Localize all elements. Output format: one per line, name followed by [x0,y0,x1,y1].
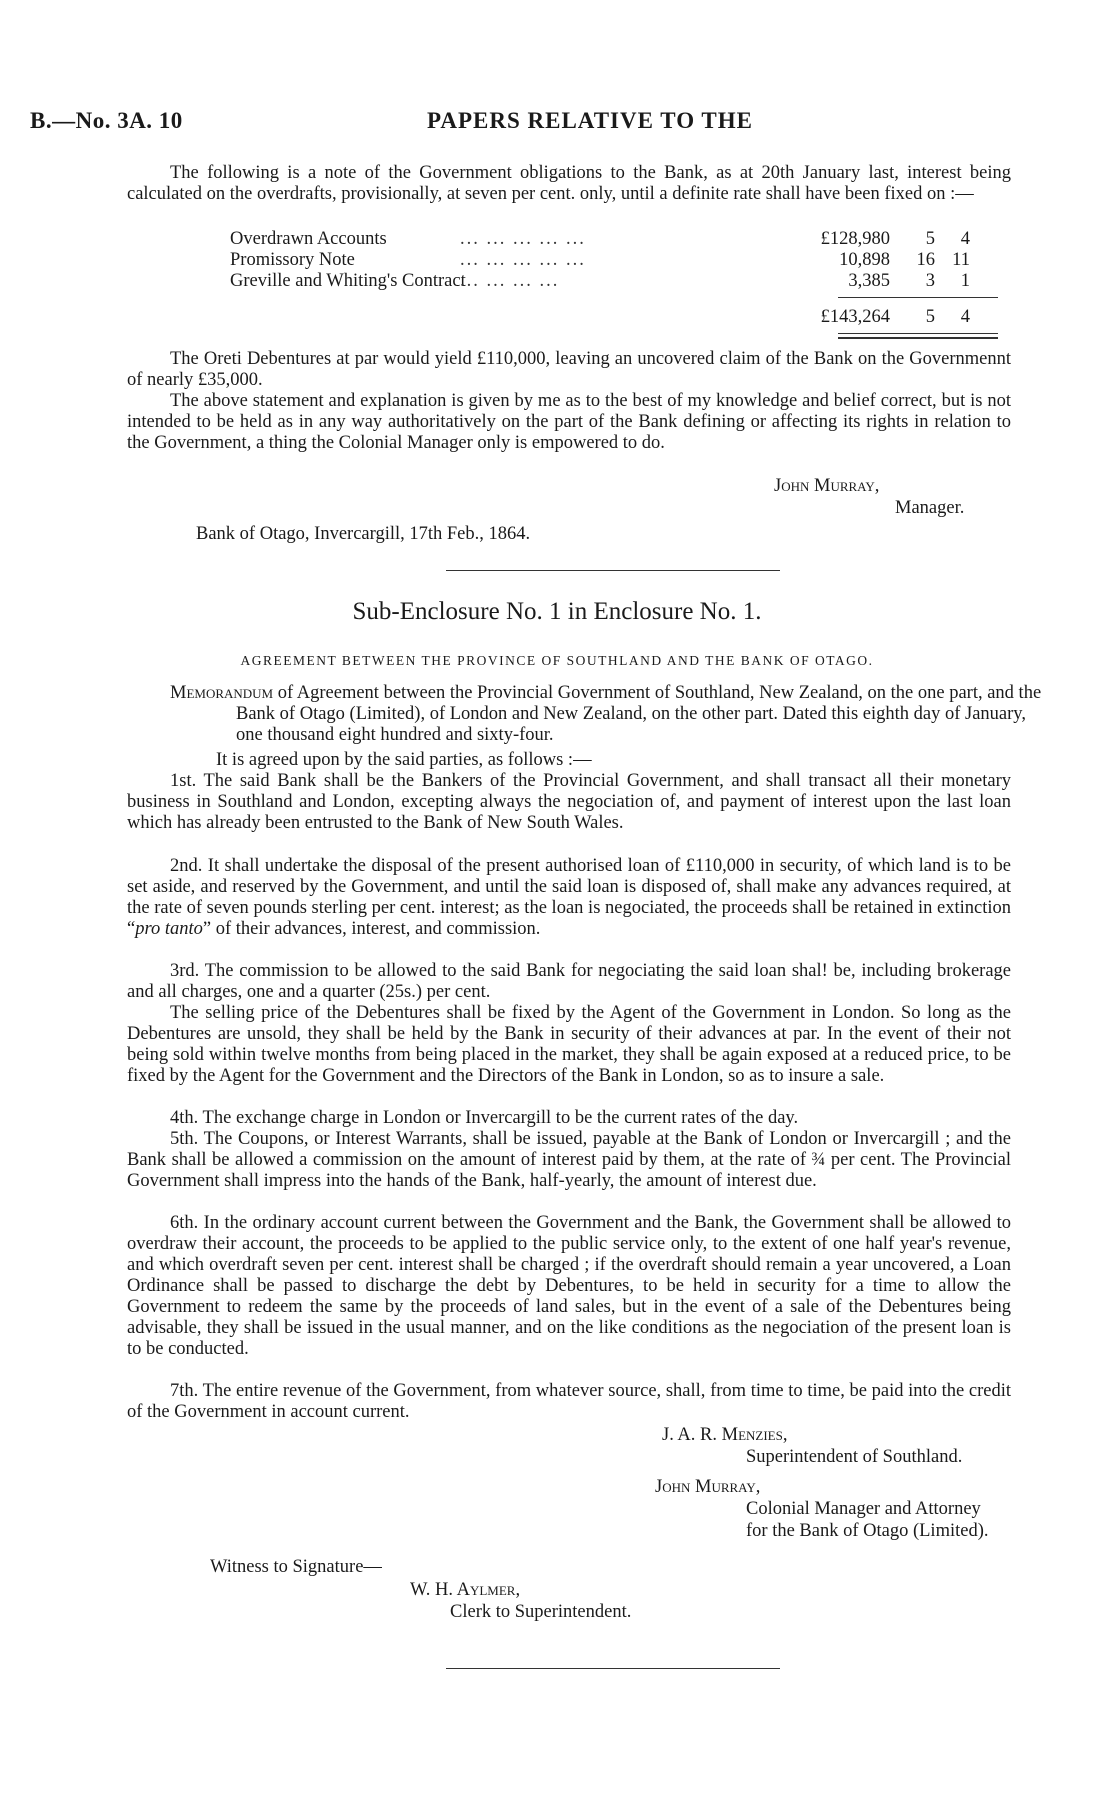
agreed-line: It is agreed upon by the said parties, as follows :— [216,750,592,770]
total-rule-upper [838,333,998,334]
statement-text: The above statement and explanation is given by me as to the best of my knowledge and belief correct, but is not intended to be held as in any way authoritatively on the part of the Bank defining or affecting its rights in relation to the Government, a thing the Colonial Manager only is empowered to do. [127,391,1011,453]
agreement-title: AGREEMENT BETWEEN THE PROVINCE OF SOUTHLAND AND THE BANK OF OTAGO. [240,653,874,668]
signature-title: for the Bank of Otago (Limited). [746,1521,989,1541]
clause-second-italic: pro tanto [135,919,203,939]
clause-selling-price-text: The selling price of the Debentures shall be fixed by the Agent of the Government in London. So long as the Debentures are unsold, they shall be held by the Bank in security of their advances at par. In the event of their not being sold within twelve months from being placed in the market, they shall be again exposed at a reduced price, to be fixed by the Agent for the Government and the Directors of the Bank in London, so as to insure a sale. [127,1003,1011,1086]
memorandum-lead: Memorandum [170,683,274,703]
clause-sixth-text: 6th. In the ordinary account current between the Government and the Bank, the Government shall be allowed to overdraw their account, the proceeds to be applied to the public service only, to the extent of one half year's revenue, and which overdraft seven per cent. interest shall be charged ; if the overdraft should remain a year uncovered, a Loan Ordinance shall be passed to discharge the debt by Debentures, to be held in security for a time to allow the Government to redeem the same by the proceeds of land sales, but in the event of a sale of the Debentures being advisable, they shall be issued in the usual manner, and on the like conditions as the negociation of the present loan is to be conducted. [127,1213,1011,1359]
page-title: PAPERS RELATIVE TO THE [427,108,753,133]
signature-title: Superintendent of Southland. [746,1447,963,1467]
obligation-shillings: 3 [925,271,935,291]
clause-selling-price [127,1003,1011,1087]
total-rule-lower [838,337,998,339]
clause-first-text: 1st. The said Bank shall be the Bankers of the Provincial Government, and shall transact all their monetary business in Southland and London, excepting always the negociation of, and payment of interest upon the last loan which has already been entrusted to the Bank of New South Wales. [127,771,1011,833]
sum-rule [838,297,998,298]
clause-seventh [127,1381,1011,1423]
witness-label: Witness to Signature— [210,1557,382,1577]
signature-name: John Murray, [774,476,880,496]
obligation-label: Promissory Note [230,250,355,270]
intro-paragraph [127,163,1011,205]
obligation-shillings: 5 [925,229,935,249]
clause-fourth [127,1108,1011,1129]
clause-second [127,856,1011,940]
signature-name: J. A. R. Menzies, [662,1425,788,1445]
clause-fourth-text: 4th. The exchange charge in London or Invercargill to be the current rates of the day. [170,1108,799,1128]
total-shillings: 5 [925,307,935,327]
page-reference: B.—No. 3A. 10 [30,108,183,133]
intro-text: The following is a note of the Government obligations to the Bank, as at 20th January last, interest being calculated on the overdrafts, provisionally, at seven per cent. only, until a definite rate shall have been fixed on :— [127,163,1011,204]
oreti-paragraph [127,349,1011,391]
clause-third [127,961,1011,1003]
obligation-pounds: 3,385 [848,271,890,291]
total-pounds: £143,264 [820,307,890,327]
signature-name: John Murray, [655,1477,761,1497]
total-pence: 4 [960,307,970,327]
obligation-shillings: 16 [916,250,935,270]
clause-second-tail: ” of their advances, interest, and commission. [202,919,541,939]
memorandum-paragraph [170,683,1056,746]
clause-seventh-text: 7th. The entire revenue of the Government, from whatever source, shall, from time to time, be paid into the credit of the Government in account current. [127,1381,1011,1422]
place-date: Bank of Otago, Invercargill, 17th Feb., 1864. [196,524,531,544]
obligation-pence: 4 [960,229,970,249]
clause-third-text: 3rd. The commission to be allowed to the said Bank for negociating the said loan shal! be, including brokerage and all charges, one and a quarter (25s.) per cent. [127,961,1011,1002]
clause-second-text: 2nd. It shall undertake the disposal of the present authorised loan of £110,000 in security, of which land is to be set aside, and reserved by the Government, and until the said loan is disposed of, shall make any advances required, at the rate of seven pounds sterling per cent. interest; as the loan is negociated, the proceeds shall be retained in extinction “ [127,856,1011,939]
witness-name: W. H. Aylmer, [410,1580,521,1600]
memorandum-text: of Agreement between the Provincial Government of Southland, New Zealand, on the one part, and the Bank of Otago (Limited), of London and New Zealand, on the other part. Dated this eighth day of January, one thousand eight hundred and sixty-four. [236,683,1042,745]
witness-title: Clerk to Superintendent. [450,1602,632,1622]
sub-enclosure-heading: Sub-Enclosure No. 1 in Enclosure No. 1. [352,598,762,625]
obligation-pence: 11 [952,250,970,270]
clause-fifth-text: 5th. The Coupons, or Interest Warrants, shall be issued, payable at the Bank of London or Invercargill ; and the Bank shall be allowed a commission on the amount of interest paid by them, at the rate of ¾ per cent. The Provincial Government shall impress into the hands of the Bank, half-yearly, the amount of interest due. [127,1129,1011,1191]
signature-title: Colonial Manager and Attorney [746,1499,981,1519]
statement-paragraph [127,391,1011,454]
section-divider [446,1668,780,1669]
obligation-pounds: £128,980 [820,229,890,249]
leader-dots: ... ... ... ... [460,271,560,291]
obligation-pence: 1 [960,271,970,291]
leader-dots: ... ... ... ... ... [460,229,586,249]
clause-first [127,771,1011,834]
obligation-label: Overdrawn Accounts [230,229,387,249]
leader-dots: ... ... ... ... ... [460,250,586,270]
obligation-pounds: 10,898 [839,250,890,270]
section-divider [446,570,780,571]
oreti-text: The Oreti Debentures at par would yield £110,000, leaving an uncovered claim of the Bank on the Governmennt of nearly £35,000. [127,349,1011,390]
signature-title: Manager. [895,498,965,518]
obligation-label: Greville and Whiting's Contract [230,271,466,291]
clause-fifth [127,1129,1011,1192]
clause-sixth [127,1213,1011,1360]
